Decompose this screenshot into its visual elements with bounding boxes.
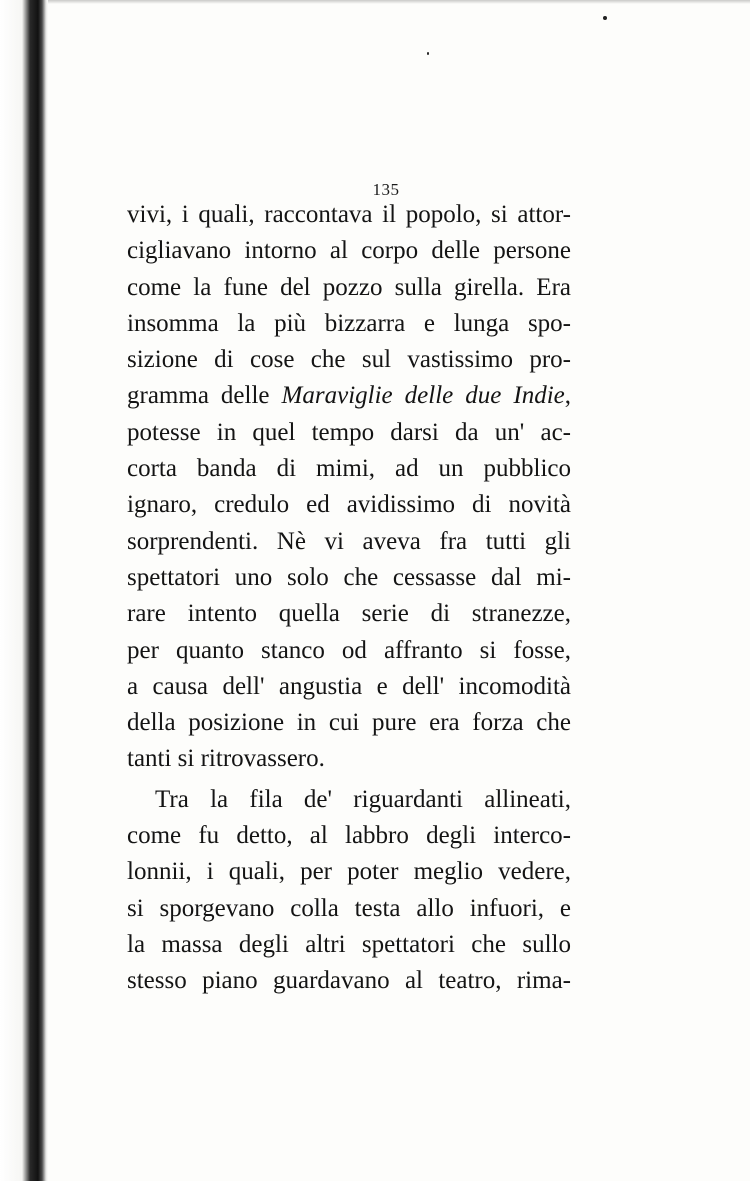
text-line: della posizione in cui pure era forza che (127, 709, 571, 737)
text-line: a causa dell' angustia e dell' incomodità (127, 672, 571, 700)
book-spine-shadow (0, 0, 48, 1181)
text-line: rare intento quella serie di stranezze, (127, 600, 571, 628)
text-line: potesse in quel tempo darsi da un' ac- (127, 418, 571, 446)
ink-speck (603, 16, 607, 20)
text-line: tanti si ritrovassero. (127, 745, 325, 773)
page-number: 135 (372, 180, 400, 199)
text-line: ignaro, credulo ed avidissimo di novità (127, 491, 571, 519)
text-line: vivi, i quali, raccontava il popolo, si attor- (127, 201, 571, 228)
text-line: come la fune del pozzo sulla girella. Era (127, 273, 571, 301)
text-line: sizione di cose che sul vastissimo pro- (127, 346, 571, 374)
ink-speck (427, 52, 429, 55)
text-segment: , (564, 382, 571, 410)
page-top-edge (48, 0, 750, 4)
text-line: stesso piano guardavano al teatro, rima- (127, 967, 571, 995)
text-line: la massa degli altri spettatori che sullo (127, 930, 571, 958)
text-line: spettatori uno solo che cessasse dal mi- (127, 563, 571, 591)
text-line: corta banda di mimi, ad un pubblico (127, 455, 571, 483)
text-line (127, 378, 571, 414)
text-line: insomma la più bizzarra e lunga spo- (127, 309, 571, 337)
text-line: sorprendenti. Nè vi aveva fra tutti gli (127, 527, 571, 555)
text-line: cigliavano intorno al corpo delle persone (127, 237, 571, 265)
text-segment: gramma delle (127, 382, 282, 410)
text-line: lonnii, i quali, per poter meglio vedere, (127, 858, 571, 886)
text-line: come fu detto, al labbro degli interco- (127, 822, 571, 850)
italic-title: Maraviglie delle due Indie (281, 382, 565, 410)
text-line: Tra la fila de' riguardanti allineati, (155, 785, 571, 813)
body-text (127, 197, 571, 1000)
text-line: per quanto stanco od affranto si fosse, (127, 636, 571, 664)
text-line: si sporgevano colla testa allo infuori, e (127, 894, 571, 922)
